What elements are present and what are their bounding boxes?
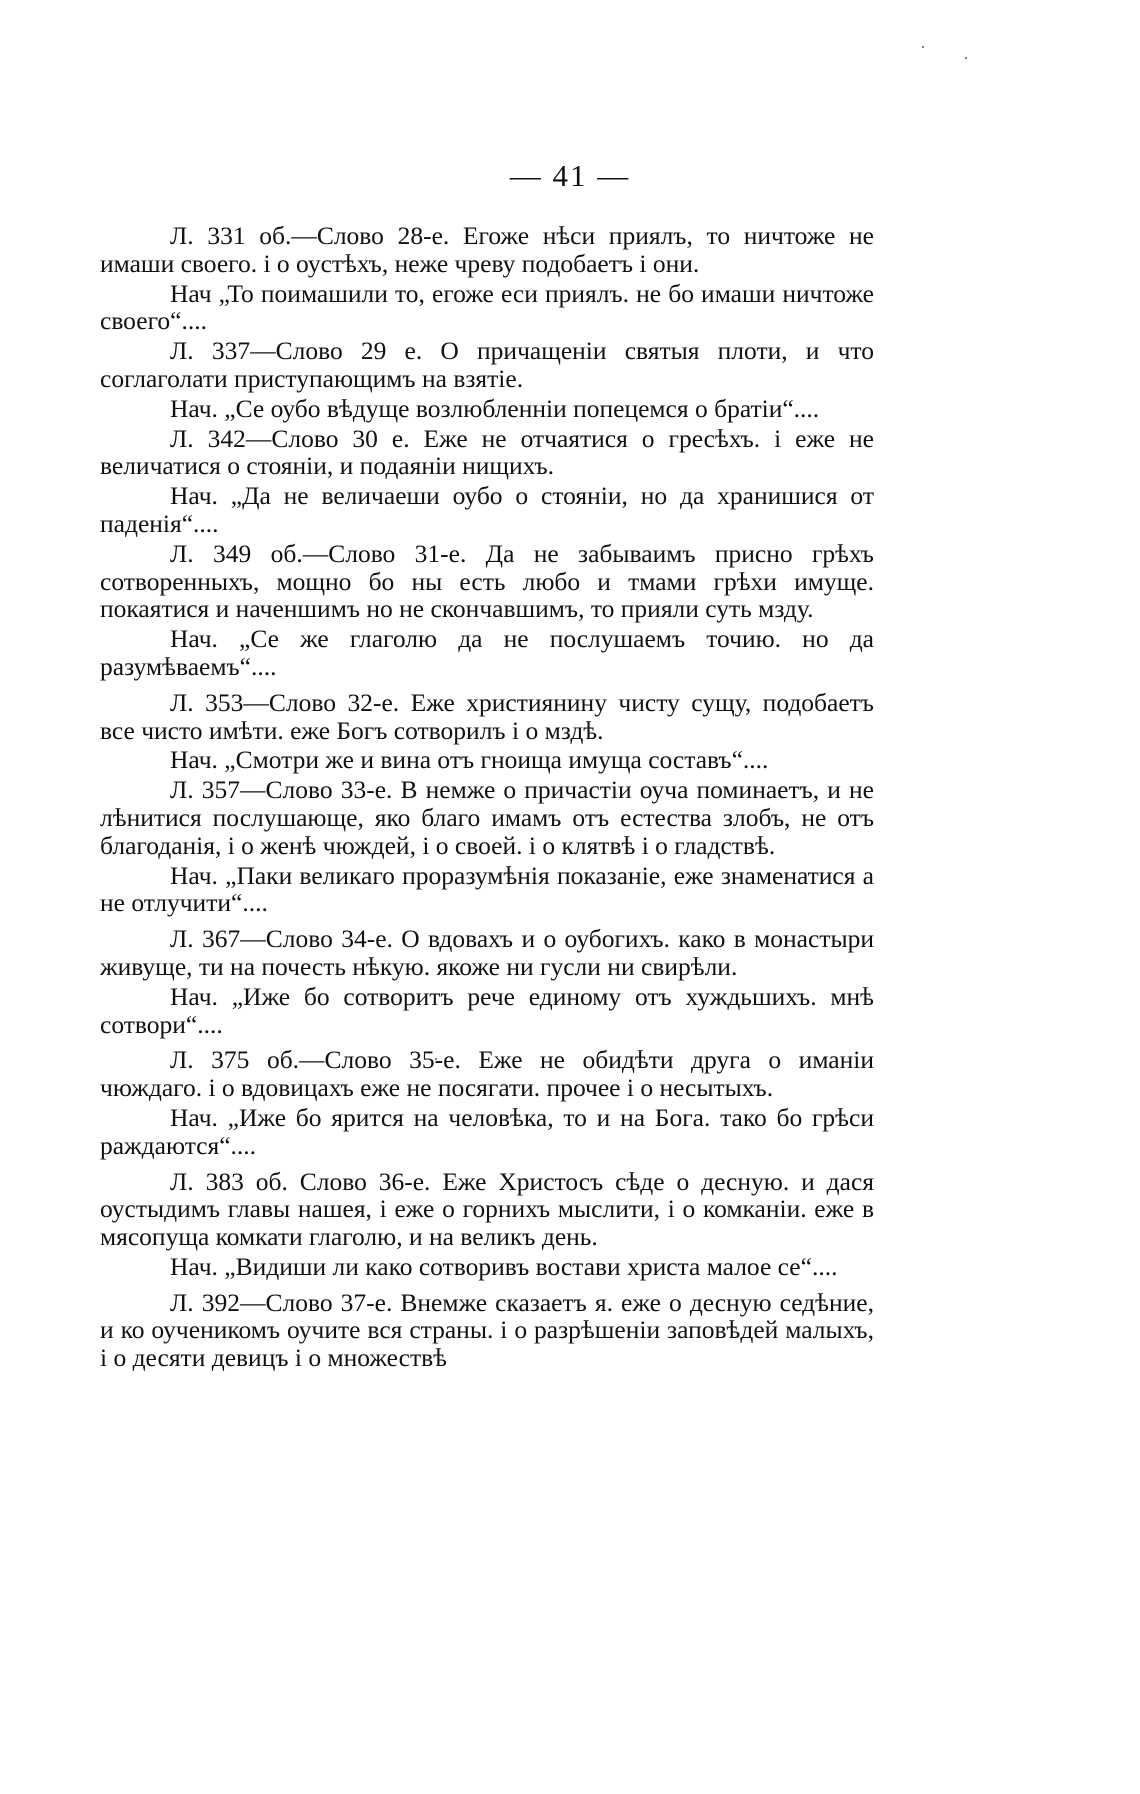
incipit-paragraph: Нач. „Се же глаголю да не послушаемъ точию. но да разумѣваемъ“....	[100, 624, 874, 681]
print-speck	[965, 57, 967, 59]
entry-paragraph: Л. 367—Слово 34-е. О вдовахъ и о оубогихъ. како в монастыри живуще, ти на почесть нѣкую. якоже ни гусли ни свирѣли.	[100, 924, 874, 981]
page-body	[100, 222, 874, 1374]
incipit-paragraph: Нач „То поимашили то, егоже еси приялъ. не бо имаши ничтоже своего“....	[100, 278, 874, 336]
incipit-paragraph: Нач. „Да не величаеши оубо о стояніи, но да хранишися от паденія“....	[100, 481, 874, 538]
entry-paragraph: Л. 375 об.—Слово 35-е. Еже не обидѣти друга о иманіи чюждаго. і о вдовицахъ еже не посягати. прочее і о несытыхъ.	[100, 1045, 874, 1103]
entry-paragraph: Л. 331 об.—Слово 28-е. Егоже нѣси приялъ, то ничтоже не имаши своего. і о оустѣхъ, неже чреву подобаетъ і они.	[100, 221, 874, 278]
entry-paragraph: Л. 392—Слово 37-е. Внемже сказаетъ я. еже о десную седѣние, и ко оученикомъ оучите вся страны. і о разрѣшеніи заповѣдей малыхъ, і о десяти девицъ і о множествѣ	[100, 1287, 874, 1373]
incipit-paragraph: Нач. „Се оубо вѣдуще возлюбленніи попецемся о братіи“....	[170, 393, 820, 423]
entry-paragraph: Л. 357—Слово 33-е. В немже о причастіи оуча поминаетъ, и не лѣнитися послушающе, яко благо имамъ отъ естества злобъ, не отъ благоданія, і о женѣ чюждей, і о своей. і о клятвѣ і о гладствѣ.	[100, 775, 874, 860]
incipit-paragraph: Нач. „Иже бо сотворитъ рече единому отъ хуждьшихъ. мнѣ сотвори“....	[100, 981, 874, 1039]
incipit-paragraph: Нач. „Видиши ли како сотворивъ востави христа малое се“....	[170, 1251, 838, 1281]
incipit-paragraph: Нач. „Смотри же и вина отъ гноища имуща составъ“....	[170, 745, 769, 775]
incipit-paragraph: Нач. „Паки великаго проразумѣнія показаніе, еже знаменатися а не отлучити“....	[100, 860, 874, 918]
entry-paragraph: Л. 337—Слово 29 е. О причащеніи святыя плоти, и что соглаголати приступающимъ на взятіе.	[100, 336, 874, 393]
page-number: — 41 —	[509, 158, 631, 193]
print-speck	[922, 46, 924, 48]
entry-paragraph: Л. 342—Слово 30 е. Еже не отчаятися о гресѣхъ. і еже не величатися о стояніи, и подаяніи нищихъ.	[100, 423, 874, 481]
entry-paragraph: Л. 353—Слово 32-е. Еже християнину чисту сущу, подобаетъ все чисто имѣти. еже Богъ сотворилъ і о мздѣ.	[100, 687, 874, 745]
incipit-paragraph: Нач. „Иже бо ярится на человѣка, то и на Бога. тако бо грѣси раждаются“....	[100, 1102, 874, 1160]
entry-paragraph: Л. 383 об. Слово 36-е. Еже Христосъ сѣде о десную. и дася оустыдимъ главы нашея, і еже о горнихъ мыслити, і о комканіи. еже в мясопуща комкати глаголю, и на великъ день.	[100, 1166, 874, 1252]
entry-paragraph: Л. 349 об.—Слово 31-е. Да не забываимъ присно грѣхъ сотворенныхъ, мощно бо ны есть любо и тмами грѣхи имуще. покаятися и наченшимъ но не скончавшимъ, то прияли суть мзду.	[100, 538, 874, 624]
